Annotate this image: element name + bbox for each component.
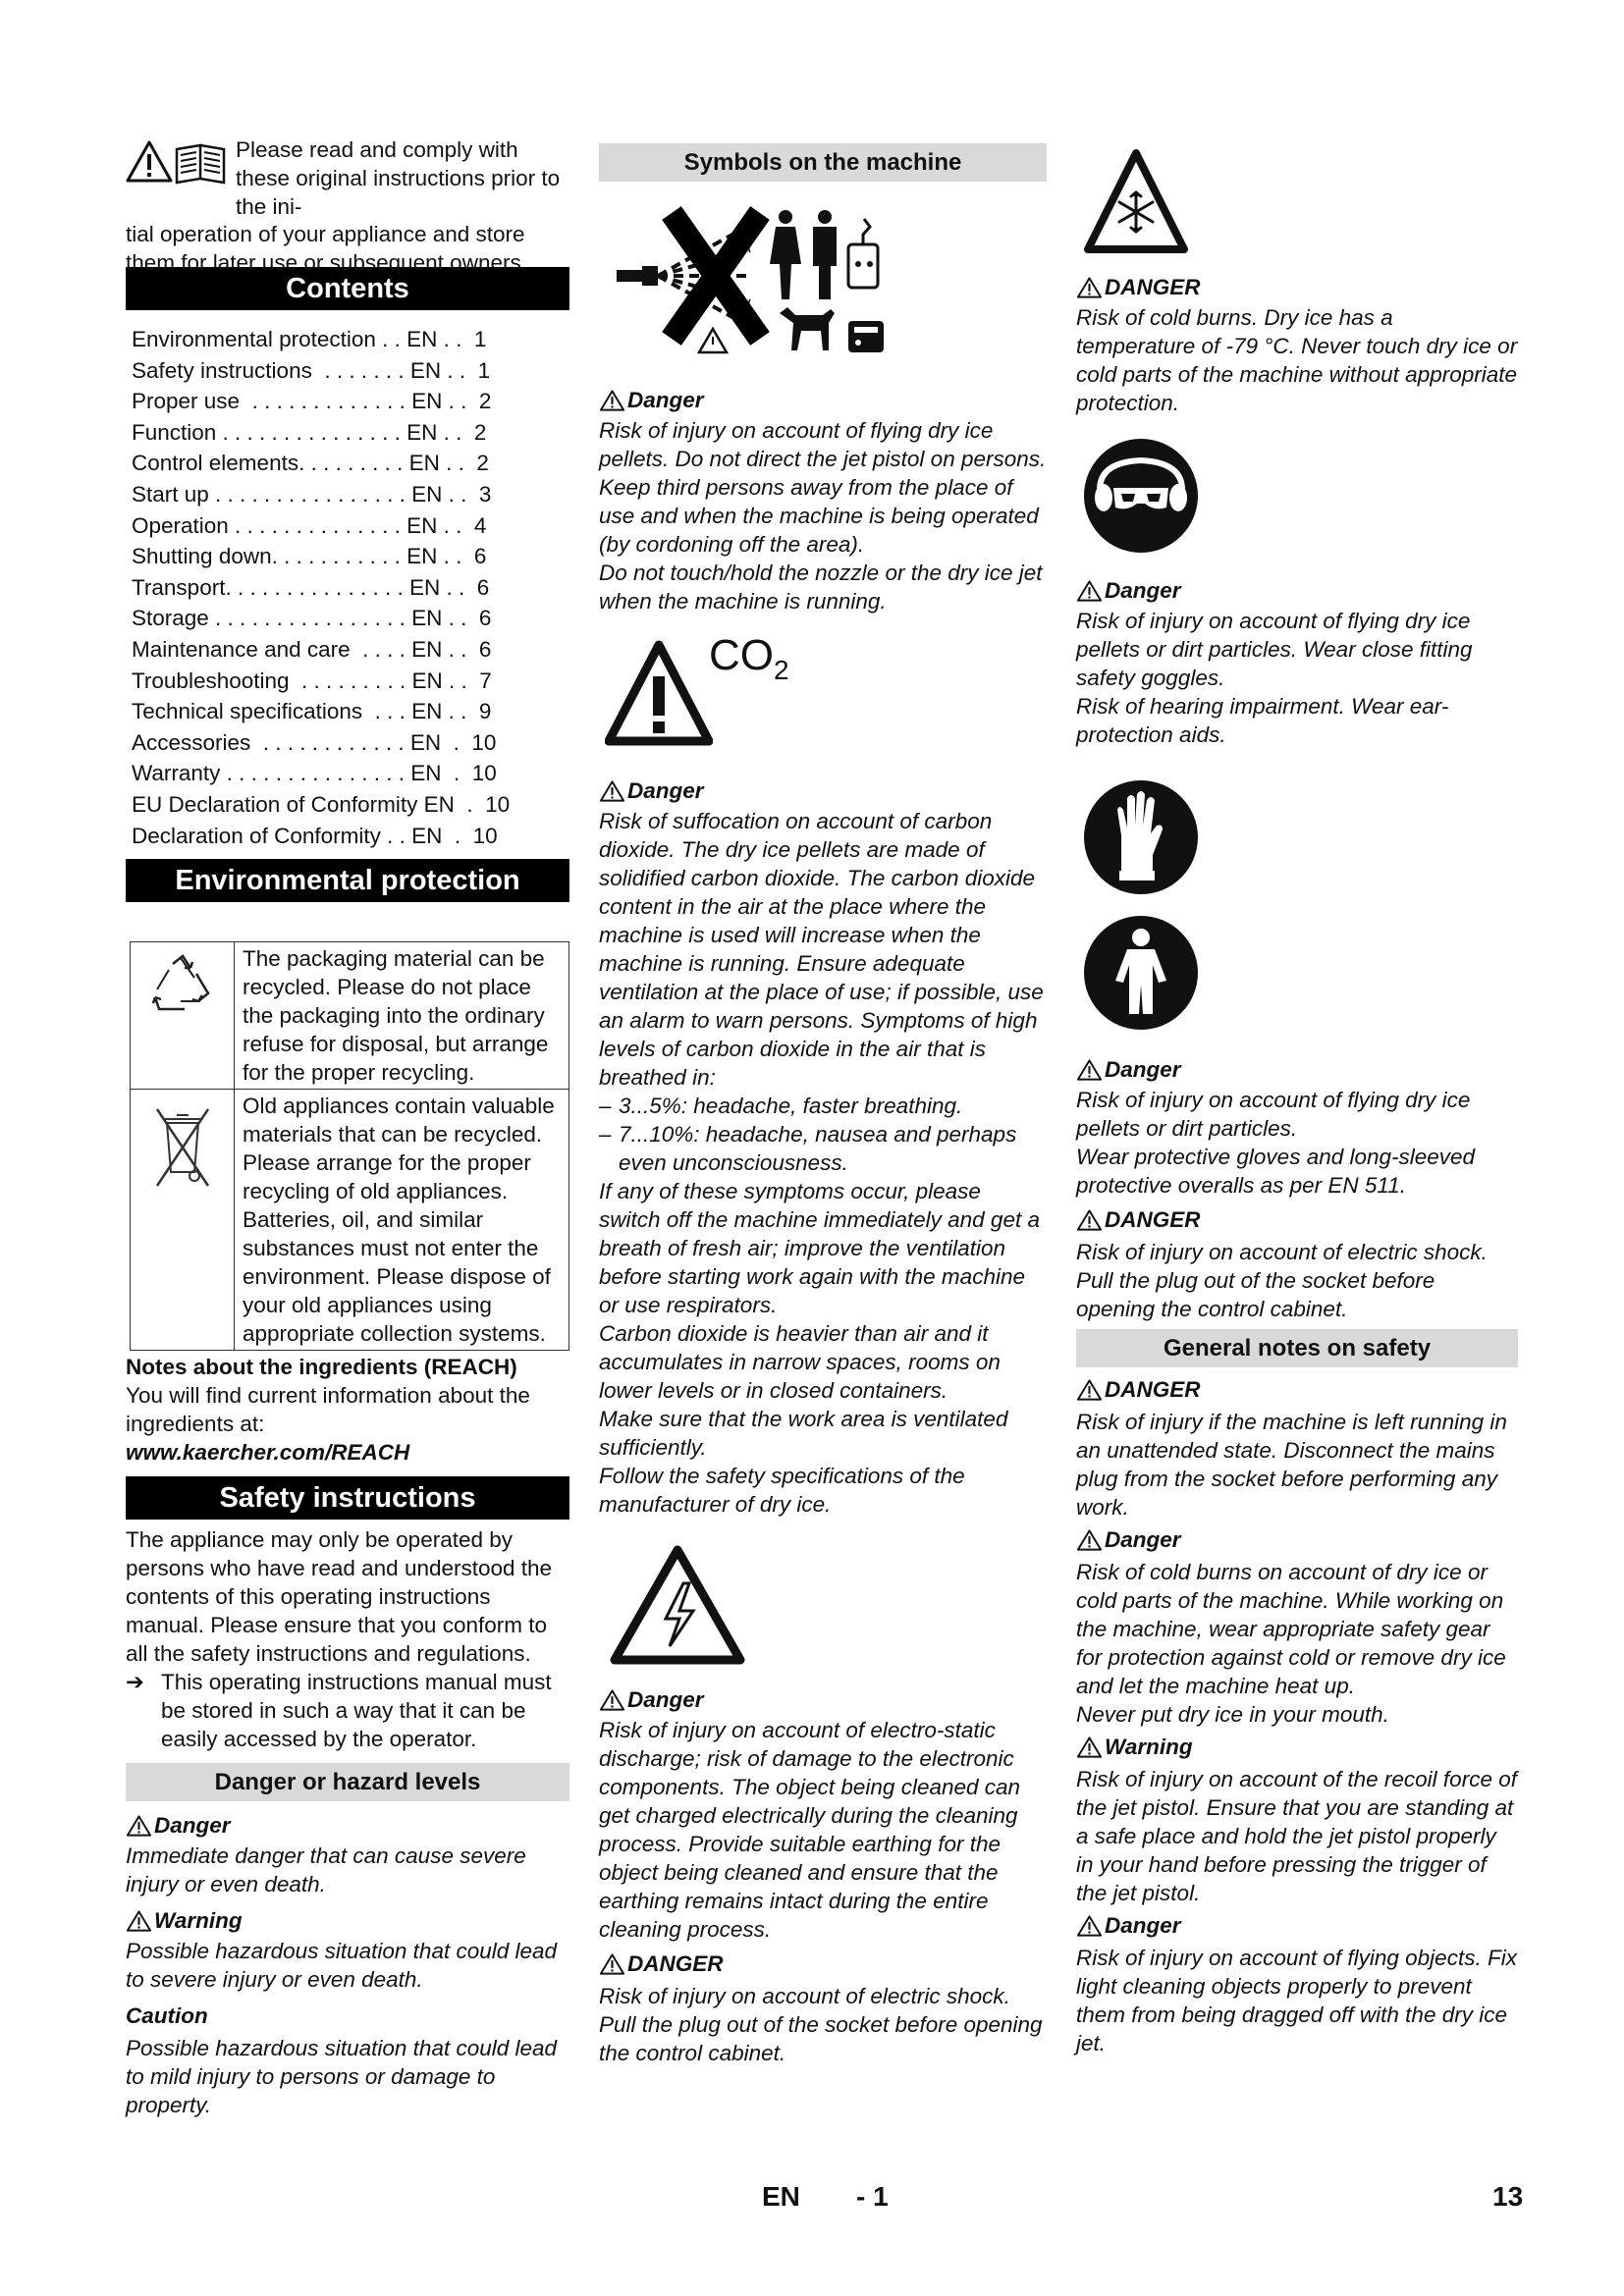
- gloves-icon: [1082, 776, 1200, 898]
- goggles-ear-protection-icon: [1082, 437, 1200, 555]
- table-row: [131, 1090, 569, 1351]
- toc-entry-page: EN . 10: [423, 791, 511, 817]
- electric-danger-label-text: DANGER: [1105, 1207, 1201, 1232]
- co2-label: $CO_2$: [709, 631, 789, 685]
- unattended-danger-label-text: DANGER: [1105, 1377, 1201, 1402]
- toc-entry-title: Function . . . . . . . . . . . . . . .: [132, 419, 407, 445]
- co2-danger-text-3: Carbon dioxide is heavier than air and it accumulates in narrow spaces, rooms on lower levels or in closed containers.: [599, 1321, 1001, 1403]
- packaging-text: The packaging material can be recycled. Please do not place the packaging into the ordinary refuse for disposal, but arrange for the proper recycling.: [235, 942, 569, 1090]
- electric-danger-label: [1076, 1205, 1518, 1234]
- goggles-danger-text-2: Risk of hearing impairment. Wear ear-protection aids.: [1076, 694, 1449, 747]
- toc-entry-page: EN . . 2: [411, 389, 492, 414]
- flying-objects-danger-text: Risk of injury on account of flying objects. Fix light cleaning objects properly to prevent them from being dragged off with the dry ice jet.: [1076, 1946, 1517, 2056]
- no-jet-at-persons-icon: [613, 205, 947, 362]
- toc-entry[interactable]: [126, 324, 569, 355]
- arrow-right-icon: ➔: [126, 1670, 144, 1695]
- co2-danger-text-2: If any of these symptoms occur, please switch off the machine immediately and get a breath of fresh air; improve the ventilation before starting work again with the machine or use respirators.: [599, 1179, 1040, 1317]
- warning-triangle-icon: [1076, 579, 1103, 603]
- cold-warning-icon: [1082, 147, 1190, 257]
- protective-overall-icon: [1082, 912, 1200, 1034]
- co2-warning-icon: [605, 639, 713, 747]
- toc-entry[interactable]: [126, 696, 569, 727]
- cold-danger-text: Risk of cold burns. Dry ice has a temperature of -79 °C. Never touch dry ice or cold parts of the machine without appropriate protection.: [1076, 305, 1518, 415]
- toc-entry-page: EN . . 3: [411, 481, 492, 507]
- jet-danger-label-text: Danger: [627, 388, 704, 412]
- toc-entry-title: Start up . . . . . . . . . . . . . . . .: [132, 481, 412, 507]
- toc-entry-title: Control elements. . . . . . . . .: [132, 451, 409, 476]
- toc-entry-page: EN . . 6: [409, 574, 490, 600]
- toc-entry-page: EN . 10: [410, 761, 497, 786]
- cold-danger-label-text: DANGER: [1105, 275, 1201, 299]
- gloves-danger-text-2: Wear protective gloves and long-sleeved protective overalls as per EN 511.: [1076, 1145, 1476, 1198]
- warning-triangle-icon: [599, 1688, 625, 1712]
- warning-triangle-icon: [1076, 1208, 1103, 1232]
- toc-entry-page: EN . . 2: [406, 419, 487, 445]
- safety-bullet-text: This operating instructions manual must be stored in such a way that it can be easily accessed by the operator.: [161, 1670, 552, 1752]
- jet-danger-text-2: Do not touch/hold the nozzle or the dry ice jet when the machine is running.: [599, 561, 1043, 614]
- danger-level-label: [126, 1811, 569, 1840]
- toc-entry-title: EU Declaration of Conformity: [132, 791, 424, 817]
- toc-entry-title: Technical specifications . . .: [132, 699, 412, 724]
- toc-entry-page: EN . . 9: [411, 699, 492, 724]
- footer-page-number: 13: [1492, 2181, 1524, 2212]
- cold-burn-danger-text-2: Never put dry ice in your mouth.: [1076, 1702, 1389, 1727]
- flying-objects-danger-label: [1076, 1911, 1518, 1940]
- toc-entry-title: Proper use . . . . . . . . . . . . .: [132, 389, 412, 414]
- static-danger-text: Risk of injury on account of electro-static discharge; risk of damage to the electronic components. The object being cleaned can get charged electrically during the cleaning process. Provide suitable earthing for the object being cleaned and ensure that the earthing remains intact during the entire cleaning process.: [599, 1718, 1021, 1942]
- warning-triangle-icon: [126, 1814, 152, 1838]
- toc-entry-title: Shutting down. . . . . . . . . . .: [132, 544, 407, 569]
- toc-entry-title: Safety instructions . . . . . . .: [132, 357, 410, 383]
- toc-entry-page: EN . . 6: [406, 544, 487, 569]
- recoil-warning-label: [1076, 1733, 1518, 1761]
- toc-entry[interactable]: [126, 510, 569, 542]
- toc-entry-page: EN . . 6: [411, 606, 492, 631]
- shock-danger-text: Risk of injury on account of electric shock. Pull the plug out of the socket before opening the control cabinet.: [599, 1984, 1043, 2065]
- warning-triangle-icon: [1076, 1528, 1103, 1552]
- warning-triangle-icon: [1076, 1735, 1103, 1759]
- gloves-danger-label: [1076, 1055, 1518, 1084]
- flying-objects-danger-label-text: Danger: [1105, 1913, 1181, 1938]
- goggles-danger-text: Risk of injury on account of flying dry ice pellets or dirt particles. Wear close fitting safety goggles.: [1076, 609, 1473, 690]
- toc-entry-title: Declaration of Conformity . .: [132, 823, 412, 848]
- danger-level-text: Immediate danger that can cause severe injury or even death.: [126, 1843, 526, 1897]
- toc-entry[interactable]: [126, 603, 569, 634]
- toc-entry-page: EN . . 4: [406, 512, 487, 538]
- high-voltage-warning-icon: [609, 1544, 746, 1668]
- column-right: [1076, 147, 1518, 2057]
- toc-entry[interactable]: [126, 541, 569, 572]
- shock-danger-label: [599, 1949, 1047, 1978]
- warning-book-icon: [126, 139, 226, 185]
- safety-heading: Safety instructions: [126, 1476, 569, 1520]
- warning-level-label: [126, 1906, 569, 1935]
- contents-heading: Contents: [126, 267, 569, 310]
- weee-icon-cell: [131, 1090, 235, 1351]
- environmental-table: [130, 941, 569, 1351]
- warning-label-text: Warning: [154, 1908, 243, 1934]
- warning-triangle-icon: [1076, 276, 1103, 299]
- toc-entry-title: Environmental protection . .: [132, 327, 407, 351]
- footer-lang: EN: [762, 2181, 800, 2212]
- gloves-danger-label-text: Danger: [1105, 1057, 1181, 1082]
- toc-entry-title: Troubleshooting . . . . . . . . .: [132, 667, 412, 693]
- shock-danger-label-text: DANGER: [627, 1951, 724, 1976]
- toc-entry-page: EN . . 1: [406, 327, 487, 351]
- footer-page-ref: - 1: [856, 2181, 889, 2212]
- warning-triangle-icon: [599, 389, 625, 412]
- co2-warning-sign: [599, 627, 1047, 765]
- toc-entry[interactable]: [126, 634, 569, 666]
- toc-entry-title: Warranty . . . . . . . . . . . . . . .: [132, 761, 411, 786]
- crossed-bin-icon: [153, 1101, 212, 1196]
- intro-text-rest: tial operation of your appliance and store them for later use or subsequent owners.: [126, 222, 527, 275]
- environmental-heading: Environmental protection: [126, 859, 569, 902]
- jet-danger-text: Risk of injury on account of flying dry ice pellets. Do not direct the jet pistol on persons. Keep third persons away from the place of use and when the machine is being operated (by cordoning off the area).: [599, 418, 1047, 557]
- toc-entry[interactable]: [126, 666, 569, 697]
- recycling-icon-cell: [131, 942, 235, 1090]
- table-row: [131, 942, 569, 1090]
- safety-intro: The appliance may only be operated by persons who have read and understood the contents of this operating instructions manual. Please ensure that you conform to all the safety instructions and regulations.: [126, 1527, 553, 1667]
- cold-burn-danger-label: [1076, 1525, 1518, 1554]
- toc-entry[interactable]: [126, 386, 569, 417]
- toc-entry-title: Accessories . . . . . . . . . . . .: [132, 729, 410, 755]
- recoil-warning-label-text: Warning: [1105, 1735, 1193, 1759]
- reach-link[interactable]: www.kaercher.com/REACH: [126, 1440, 410, 1466]
- toc-entry-page: EN . . 1: [409, 357, 491, 383]
- co2-danger-label: [599, 776, 1047, 805]
- toc-entry[interactable]: [126, 572, 569, 604]
- warning-triangle-icon: [1076, 1058, 1103, 1082]
- toc-entry[interactable]: [126, 417, 569, 449]
- old-appliances-text: Old appliances contain valuable materials that can be recycled. Please arrange for the proper recycling of old appliances. Batteries, oil, and similar substances must not enter the environment. Please dispose of your old appliances using appropriate collection systems.: [235, 1090, 569, 1351]
- static-danger-label-text: Danger: [627, 1687, 704, 1712]
- unattended-danger-text: Risk of injury if the machine is left running in an unattended state. Disconnect the mains plug from the socket before performing any work.: [1076, 1410, 1507, 1520]
- toc-entry-title: Maintenance and care . . . .: [132, 636, 412, 662]
- goggles-danger-label: [1076, 576, 1518, 605]
- caution-level-text: Possible hazardous situation that could lead to mild injury to persons or damage to property.: [126, 2036, 558, 2118]
- danger-label-text: Danger: [154, 1813, 231, 1839]
- intro-block: [126, 135, 569, 275]
- toc-entry-page: EN . . 2: [408, 451, 489, 476]
- intro-text-first: Please read and comply with these original instructions prior to the ini-: [236, 137, 561, 219]
- cold-burn-danger-text: Risk of cold burns on account of dry ice or cold parts of the machine. While working on the machine, wear appropriate safety gear for protection against cold or remove dry ice and let the machine heat up.: [1076, 1560, 1506, 1698]
- electric-danger-text: Risk of injury on account of electric shock. Pull the plug out of the socket before opening the control cabinet.: [1076, 1240, 1488, 1321]
- unattended-danger-label: [1076, 1375, 1518, 1404]
- general-safety-heading: General notes on safety: [1076, 1329, 1518, 1367]
- warning-triangle-icon: [599, 779, 625, 803]
- cold-burn-danger-label-text: Danger: [1105, 1527, 1181, 1552]
- warning-triangle-icon: [599, 1952, 625, 1976]
- jet-danger-label: [599, 386, 1047, 414]
- toc-entry[interactable]: [126, 758, 569, 789]
- reach-text: You will find current information about the ingredients at:: [126, 1383, 530, 1437]
- caution-level-label: [126, 2002, 569, 2030]
- column-left: [126, 135, 569, 2119]
- hazard-levels-heading: Danger or hazard levels: [126, 1763, 569, 1801]
- toc-entry-page: EN . . 6: [411, 636, 492, 662]
- toc-entry-title: Operation . . . . . . . . . . . . . .: [132, 512, 407, 538]
- co2-danger-text-5: Follow the safety specifications of the manufacturer of dry ice.: [599, 1464, 965, 1517]
- list-item: – 7...10%: headache, nausea and perhaps even unconsciousness.: [599, 1122, 1017, 1175]
- toc-entry[interactable]: [126, 448, 569, 479]
- toc-entry-title: Transport. . . . . . . . . . . . . . .: [132, 574, 409, 600]
- toc-entry[interactable]: [126, 479, 569, 510]
- column-middle: [599, 143, 1047, 2067]
- toc-entry[interactable]: [126, 789, 569, 821]
- recoil-warning-text: Risk of injury on account of the recoil force of the jet pistol. Ensure that you are standing at a safe place and hold the jet pistol properly in your hand before pressing the trigger of the jet pistol.: [1076, 1767, 1517, 1905]
- list-item: – 3...5%: headache, faster breathing.: [599, 1094, 963, 1118]
- cold-danger-label: [1076, 273, 1518, 301]
- gloves-danger-text: Risk of injury on account of flying dry ice pellets or dirt particles.: [1076, 1088, 1471, 1141]
- reach-heading: Notes about the ingredients (REACH): [126, 1355, 517, 1380]
- toc-entry-title: Storage . . . . . . . . . . . . . . . .: [132, 606, 412, 631]
- contents-list: [126, 324, 569, 851]
- recycling-icon: [151, 954, 214, 1013]
- co2-danger-text-4: Make sure that the work area is ventilated sufficiently.: [599, 1407, 1008, 1460]
- static-danger-label: [599, 1685, 1047, 1714]
- goggles-danger-label-text: Danger: [1105, 578, 1181, 603]
- co2-danger-label-text: Danger: [627, 778, 704, 803]
- toc-entry-page: EN . . 7: [411, 667, 492, 693]
- warning-triangle-icon: [1076, 1378, 1103, 1402]
- warning-triangle-icon: [126, 1909, 152, 1933]
- warning-triangle-icon: [1076, 1914, 1103, 1938]
- safety-bullet: [126, 1668, 569, 1753]
- symbols-heading: Symbols on the machine: [599, 143, 1047, 182]
- toc-entry[interactable]: [126, 727, 569, 759]
- toc-entry-page: EN . 10: [409, 729, 497, 755]
- caution-label-text: Caution: [126, 2003, 208, 2029]
- co2-danger-text: Risk of suffocation on account of carbon dioxide. The dry ice pellets are made of solidified carbon dioxide. The carbon dioxide content in the air at the place where the machine is used will increase when the machine is running. Ensure adequate ventilation at the place of use; if possible, use an alarm to warn persons. Symptoms of high levels of carbon dioxide in the air that is breathed in:: [599, 809, 1044, 1090]
- warning-level-text: Possible hazardous situation that could lead to severe injury or even death.: [126, 1939, 558, 1993]
- toc-entry[interactable]: [126, 821, 569, 852]
- toc-entry-page: EN . 10: [411, 823, 498, 848]
- toc-entry[interactable]: [126, 355, 569, 387]
